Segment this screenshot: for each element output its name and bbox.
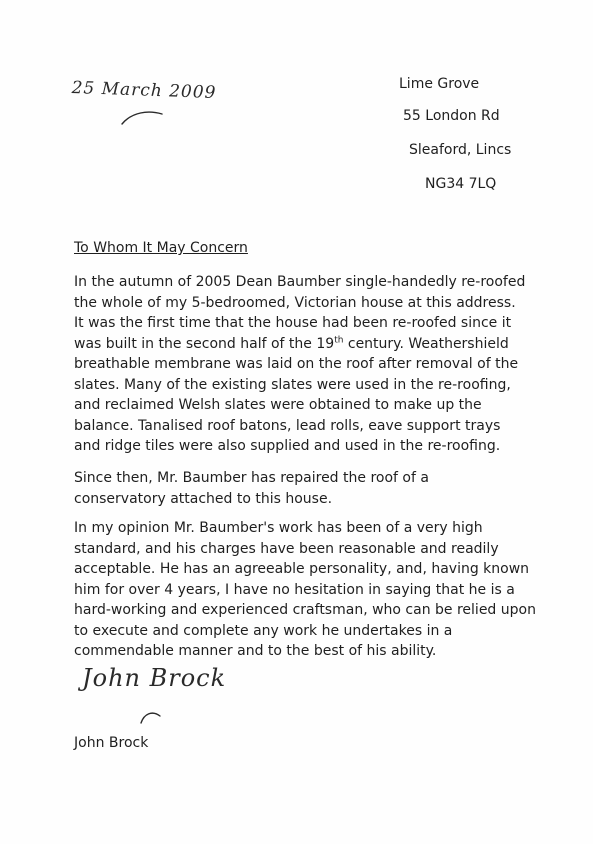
paragraph-1-line: breathable membrane was laid on the roof after removal of the — [74, 356, 519, 372]
paragraph-1-line: slates. Many of the existing slates were used in the re-roofing, — [74, 376, 511, 393]
handwritten-signature: John Brock — [82, 664, 227, 692]
line-text: was built in the second half of the 19 — [74, 335, 335, 352]
signatory-name: John Brock — [74, 735, 149, 751]
salutation: To Whom It May Concern — [74, 240, 248, 256]
paragraph-1-line: the whole of my 5-bedroomed, Victorian house at this address. — [74, 294, 516, 311]
paragraph-2-line: conservatory attached to this house. — [74, 490, 333, 507]
paragraph-3-line: hard-working and experienced craftsman, who can be relied upon — [74, 602, 536, 618]
address-line-1: Lime Grove — [399, 76, 480, 92]
line-text: century. Weathershield — [343, 335, 509, 352]
paragraph-3-line: acceptable. He has an agreeable personality, and, having known — [74, 561, 530, 577]
paragraph-1 — [74, 272, 534, 457]
paragraph-2-line: Since then, Mr. Baumber has repaired the roof of a — [74, 470, 429, 486]
paragraph-1-line: It was the first time that the house had been re-roofed since it — [74, 315, 512, 331]
paragraph-3-line: him for over 4 years, I have no hesitation in saying that he is a — [74, 581, 515, 598]
paragraph-3-line: standard, and his charges have been reasonable and readily — [74, 540, 499, 557]
signature-flourish — [138, 708, 164, 726]
handwritten-date: 25 March 2009 — [71, 78, 217, 104]
address-line-4: NG34 7LQ — [425, 176, 497, 192]
paragraph-1-line — [74, 334, 534, 355]
paragraph-1-line: and reclaimed Welsh slates were obtained to make up the — [74, 397, 482, 413]
paragraph-3-line: to execute and complete any work he undertakes in a — [74, 622, 453, 639]
paragraph-3 — [74, 518, 534, 662]
paragraph-1-line: balance. Tanalised roof batons, lead rolls, eave support trays — [74, 417, 501, 434]
paragraph-1-line: and ridge tiles were also supplied and used in the re-roofing. — [74, 438, 501, 454]
paragraph-1-line: In the autumn of 2005 Dean Baumber single-handedly re-roofed — [74, 274, 526, 290]
date-flourish — [118, 108, 168, 130]
paragraph-3-line: commendable manner and to the best of his ability. — [74, 643, 437, 659]
paragraph-2 — [74, 468, 534, 509]
address-line-3: Sleaford, Lincs — [409, 142, 512, 158]
superscript: th — [334, 334, 344, 345]
address-line-2: 55 London Rd — [403, 108, 500, 124]
paragraph-3-line: In my opinion Mr. Baumber's work has been of a very high — [74, 520, 483, 536]
